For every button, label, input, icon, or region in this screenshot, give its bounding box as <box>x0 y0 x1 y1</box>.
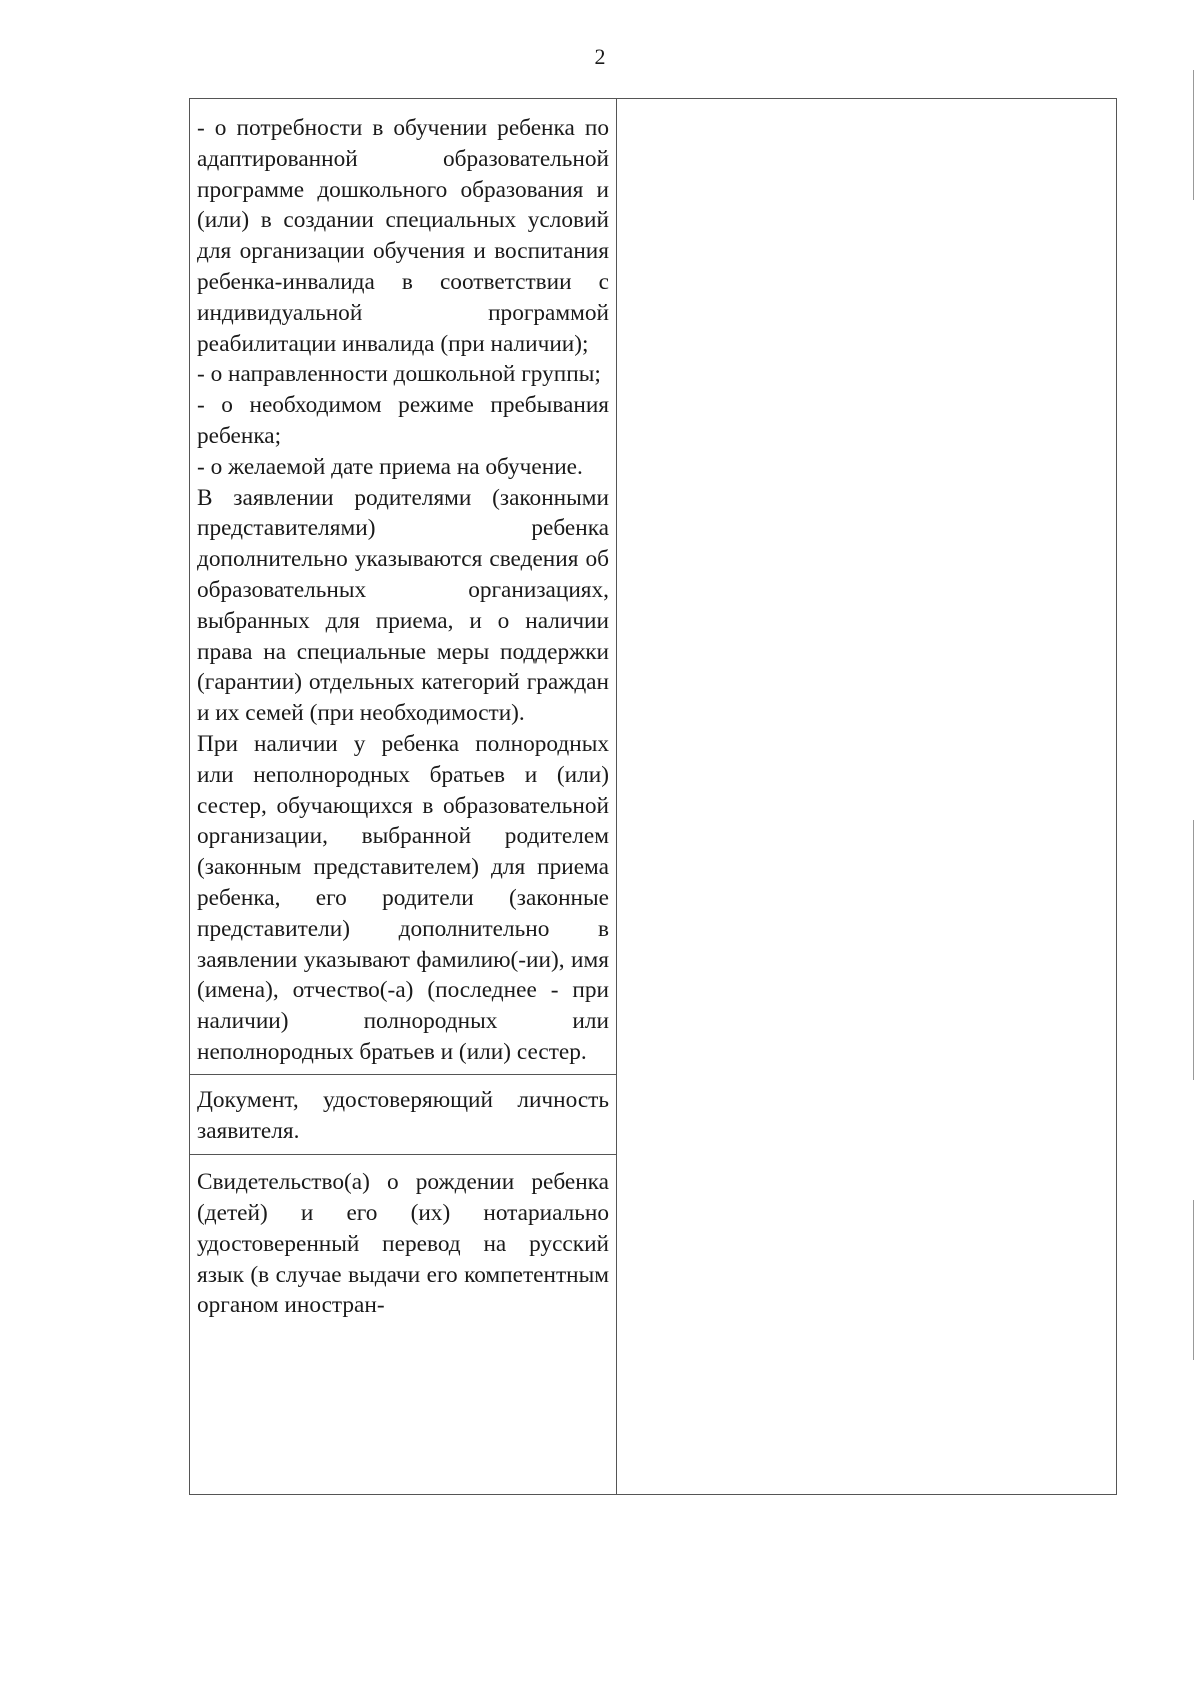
table-row <box>190 1075 616 1156</box>
scan-artifact-line <box>1193 1200 1194 1360</box>
document-table <box>189 98 1117 1495</box>
table-row <box>190 1155 616 1321</box>
paragraph: - о потребности в обучении ребенка по адаптированной образовательной программе дошкольного образования и (или) в создании специальных условий для организации обучения и воспитания ребенка-инвалида в соответствии с индивидуальной программой реабилитации инвалида (при наличии); <box>197 115 609 357</box>
scan-artifact-line <box>1193 70 1194 200</box>
left-column <box>190 99 616 1321</box>
table-row <box>190 99 616 1075</box>
paragraph: Свидетельство(а) о рождении ребенка (детей) и его (их) нотариально удостоверенный перевод на русский язык (в случае выдачи его компетентным органом иностран- <box>197 1169 609 1319</box>
paragraph: При наличии у ребенка полнородных или неполнородных братьев и (или) сестер, обучающихся в образовательной организации, выбранной родителем (законным представителем) для приема ребенка, его родители (законные представители) дополнительно в заявлении указывают фамилию(-ии), имя (имена), отчество(-а) (последнее - при наличии) полнородных или неполнородных братьев и (или) сестер. <box>197 730 609 1065</box>
page-number: 2 <box>594 44 606 69</box>
column-divider <box>616 99 617 1494</box>
paragraph: - о необходимом режиме пребывания ребенка; <box>197 392 609 449</box>
paragraph: - о направленности дошкольной группы; <box>197 361 601 388</box>
paragraph: Документ, удостоверяющий личность заявителя. <box>197 1086 609 1144</box>
paragraph: В заявлении родителями (законными представителями) ребенка дополнительно указываются сведения об образовательных организациях, выбранных для приема, и о наличии права на специальные меры поддержки (гарантии) отдельных категорий граждан и их семей (при необходимости). <box>197 484 609 727</box>
paragraph: - о желаемой дате приема на обучение. <box>197 453 583 480</box>
scan-artifact-line <box>1193 820 1194 1080</box>
